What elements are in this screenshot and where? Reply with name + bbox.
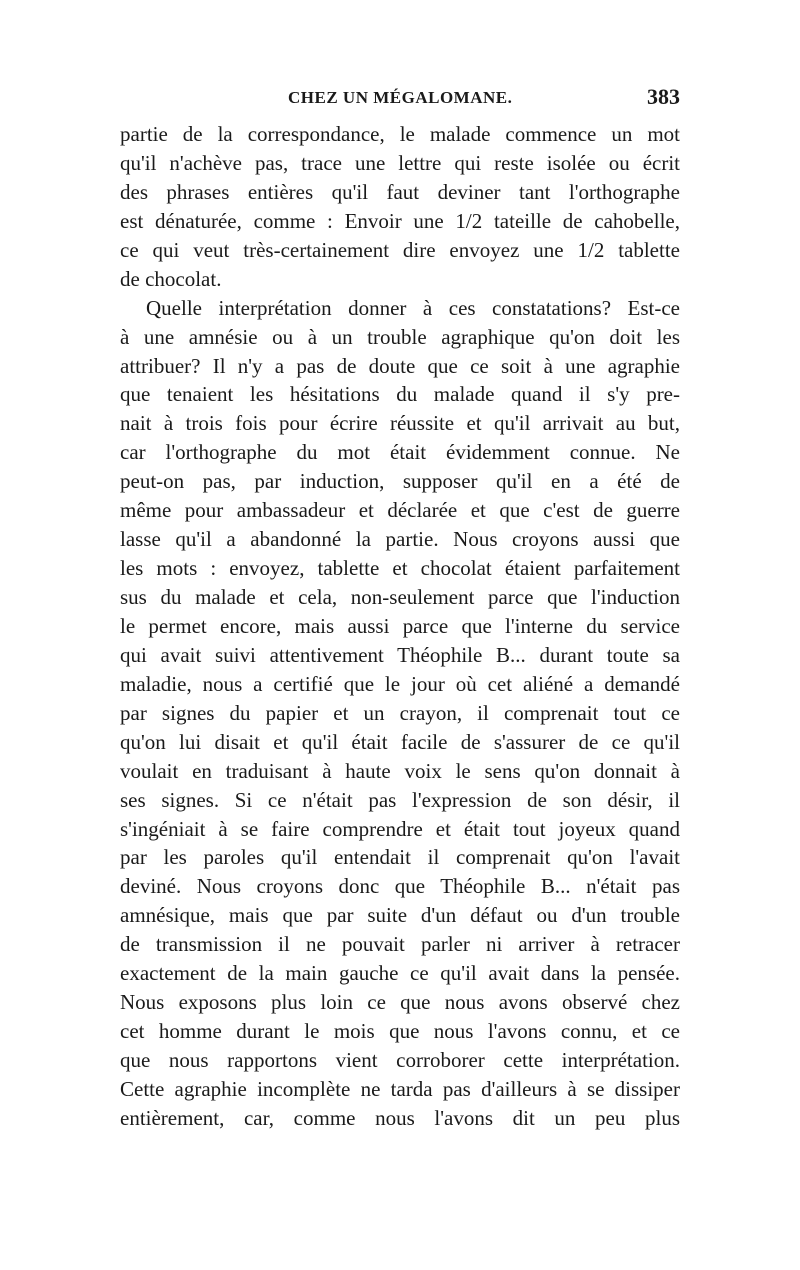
text-line: à une amnésie ou à un trouble agraphique qu'on doit les bbox=[120, 324, 680, 349]
text-line: est dénaturée, comme : Envoir une 1/2 tateille de cahobelle, bbox=[120, 208, 680, 233]
text-line: par les paroles qu'il entendait il comprenait qu'on l'avait bbox=[120, 845, 680, 870]
text-line: sus du malade et cela, non-seulement parce que l'induction bbox=[120, 585, 680, 609]
text-line: de chocolat. bbox=[120, 266, 222, 291]
text-line: car l'orthographe du mot était évidemment connue. Ne bbox=[120, 440, 680, 465]
text-line: même pour ambassadeur et déclarée et que c'est de guerre bbox=[120, 498, 680, 523]
text-line: s'ingéniait à se faire comprendre et était tout joyeux quand bbox=[120, 816, 680, 841]
text-line: exactement de la main gauche ce qu'il avait dans la pensée. bbox=[120, 961, 680, 986]
text-line: des phrases entières qu'il faut deviner tant l'orthographe bbox=[120, 179, 680, 204]
running-head: CHEZ UN MÉGALOMANE. bbox=[288, 88, 513, 107]
text-line: le permet encore, mais aussi parce que l'interne du service bbox=[120, 613, 680, 638]
text-line: Cette agraphie incomplète ne tarda pas d'ailleurs à se dissiper bbox=[120, 1076, 680, 1101]
page-number: 383 bbox=[647, 84, 680, 109]
text-line: partie de la correspondance, le malade commence un mot bbox=[120, 122, 680, 146]
text-line: cet homme durant le mois que nous l'avons connu, et ce bbox=[120, 1019, 680, 1044]
text-line: entièrement, car, comme nous l'avons dit un peu plus bbox=[120, 1105, 680, 1130]
text-line: que nous rapportons vient corroborer cette interprétation. bbox=[120, 1048, 680, 1072]
text-line: peut-on pas, par induction, supposer qu'il en a été de bbox=[120, 469, 680, 494]
text-line: ses signes. Si ce n'était pas l'expression de son désir, il bbox=[120, 787, 680, 812]
text-line: voulait en traduisant à haute voix le sens qu'on donnait à bbox=[120, 758, 680, 783]
text-line: qu'on lui disait et qu'il était facile de s'assurer de ce qu'il bbox=[120, 729, 680, 754]
text-line: nait à trois fois pour écrire réussite et qu'il arrivait au but, bbox=[120, 411, 680, 436]
text-line: ce qui veut très-certainement dire envoyez une 1/2 tablette bbox=[120, 237, 680, 262]
body-text bbox=[120, 120, 680, 1133]
text-line: Nous exposons plus loin ce que nous avons observé chez bbox=[120, 990, 680, 1015]
text-line: par signes du papier et un crayon, il comprenait tout ce bbox=[120, 700, 680, 725]
text-line: qu'il n'achève pas, trace une lettre qui reste isolée ou écrit bbox=[120, 150, 680, 175]
text-line: attribuer? Il n'y a pas de doute que ce soit à une agraphie bbox=[120, 353, 680, 378]
text-line: maladie, nous a certifié que le jour où cet aliéné a demandé bbox=[120, 671, 680, 696]
page-header bbox=[120, 84, 680, 118]
text-line: amnésique, mais que par suite d'un défaut ou d'un trouble bbox=[120, 903, 680, 928]
text-line: lasse qu'il a abandonné la partie. Nous croyons aussi que bbox=[120, 527, 680, 552]
text-line: que tenaient les hésitations du malade quand il s'y pre- bbox=[120, 382, 680, 407]
text-line: qui avait suivi attentivement Théophile B... durant toute sa bbox=[120, 642, 680, 667]
text-line: Quelle interprétation donner à ces constatations? Est-ce bbox=[146, 295, 680, 320]
text-line: deviné. Nous croyons donc que Théophile B... n'était pas bbox=[120, 874, 680, 899]
text-line: de transmission il ne pouvait parler ni arriver à retracer bbox=[120, 932, 680, 957]
text-line: les mots : envoyez, tablette et chocolat étaient parfaitement bbox=[120, 556, 680, 581]
